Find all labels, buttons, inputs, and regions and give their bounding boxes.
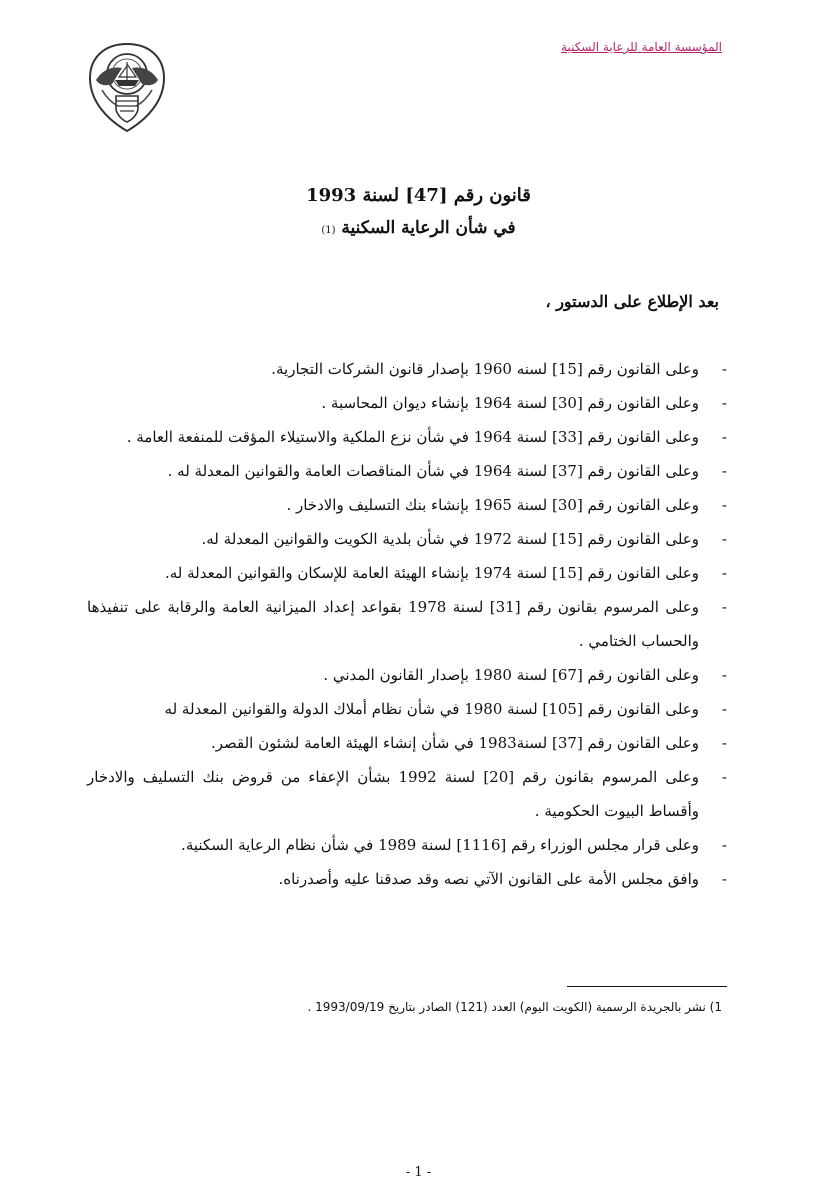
clause-bullet: - <box>721 462 727 480</box>
clause-item <box>87 522 727 556</box>
clause-bullet: - <box>721 530 727 548</box>
clause-item <box>87 658 727 692</box>
clause-text: وعلى القانون رقم [67] لسنة 1980 بإصدار القانون المدني . <box>323 666 699 684</box>
clause-text: وعلى القانون رقم [15] لسنه 1960 بإصدار قانون الشركات التجارية. <box>271 360 699 378</box>
clause-text: وعلى القانون رقم [105] لسنة 1980 في شأن نظام أملاك الدولة والقوانين المعدلة له <box>164 700 699 718</box>
header-organization-link[interactable]: المؤسسة العامة للرعاية السكنية <box>561 40 722 54</box>
clause-bullet: - <box>721 666 727 684</box>
clause-text: وعلى القانون رقم [30] لسنة 1965 بإنشاء بنك التسليف والادخار . <box>286 496 699 514</box>
clause-bullet: - <box>721 768 727 786</box>
clause-item <box>87 828 727 862</box>
clause-item <box>87 760 727 828</box>
clause-text: وعلى القانون رقم [33] لسنة 1964 في شأن نزع الملكية والاستيلاء المؤقت للمنفعة العامة . <box>126 428 699 446</box>
clause-bullet: - <box>721 836 727 854</box>
clause-item <box>87 726 727 760</box>
clause-item <box>87 352 727 386</box>
clause-item <box>87 488 727 522</box>
preamble: بعد الإطلاع على الدستور ، <box>545 292 719 311</box>
clause-bullet: - <box>721 734 727 752</box>
law-title-subject <box>0 214 837 245</box>
kuwait-emblem-icon <box>82 40 172 135</box>
clause-text: وعلى المرسوم بقانون رقم [31] لسنة 1978 بقواعد إعداد الميزانية العامة والرقابة على تنفيذها والحساب الختامي . <box>87 598 699 650</box>
clause-bullet: - <box>721 564 727 582</box>
clause-item <box>87 590 727 658</box>
clause-item <box>87 420 727 454</box>
clause-text: وعلى المرسوم بقانون رقم [20] لسنة 1992 بشأن الإعفاء من قروض بنك التسليف والادخار وأقساط البيوت الحكومية . <box>87 768 699 820</box>
footnote-reference[interactable]: (1) <box>321 225 336 236</box>
footnote <box>307 1000 722 1014</box>
clause-text: وعلى القانون رقم [37] لسنة1983 في شأن إنشاء الهيئة العامة لشئون القصر. <box>210 734 699 752</box>
clause-text: وعلى القانون رقم [15] لسنة 1972 في شأن بلدية الكويت والقوانين المعدلة له. <box>201 530 699 548</box>
clause-bullet: - <box>721 870 727 888</box>
page-number: - 1 - <box>405 1165 432 1180</box>
clause-bullet: - <box>721 428 727 446</box>
clause-bullet: - <box>721 496 727 514</box>
law-title-subject-text: في شأن الرعاية السكنية <box>341 218 516 238</box>
clause-text: وعلى القانون رقم [30] لسنة 1964 بإنشاء ديوان المحاسبة . <box>321 394 699 412</box>
clause-bullet: - <box>721 598 727 616</box>
clause-item <box>87 692 727 726</box>
law-title <box>0 182 837 245</box>
footnote-text: نشر بالجريدة الرسمية (الكويت اليوم) العدد (121) الصادر بتاريخ 1993/09/19 . <box>307 1000 706 1014</box>
clause-item <box>87 386 727 420</box>
clause-item <box>87 862 727 896</box>
clause-bullet: - <box>721 360 727 378</box>
clause-item <box>87 556 727 590</box>
clause-text: وعلى القانون رقم [15] لسنة 1974 بإنشاء الهيئة العامة للإسكان والقوانين المعدلة له. <box>164 564 699 582</box>
clause-list <box>87 352 727 896</box>
clause-text: وعلى قرار مجلس الوزراء رقم [1116] لسنة 1989 في شأن نظام الرعاية السكنية. <box>181 836 699 854</box>
clause-text: وافق مجلس الأمة على القانون الآتي نصه وقد صدقنا عليه وأصدرناه. <box>278 870 699 888</box>
clause-bullet: - <box>721 700 727 718</box>
footnote-number: 1) <box>709 1000 722 1014</box>
clause-item <box>87 454 727 488</box>
law-title-number: قانون رقم [47] لسنة 1993 <box>306 185 531 206</box>
clause-bullet: - <box>721 394 727 412</box>
footnote-divider <box>567 986 727 987</box>
clause-text: وعلى القانون رقم [37] لسنة 1964 في شأن المناقصات العامة والقوانين المعدلة له . <box>167 462 699 480</box>
